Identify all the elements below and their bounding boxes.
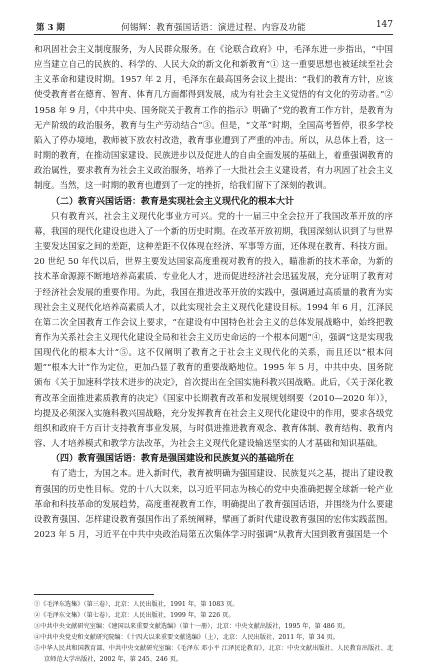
issue-number: 第 3 期 [36,23,65,33]
article-body [34,43,393,543]
footnote-divider [34,594,154,595]
footnote: ②《毛泽东文集》（第七卷），北京：人民出版社，1999 年，第 226 页。 [34,612,235,620]
section-heading: （四）教育强国话语：教育是强国建设和民族复兴的基础所在 [51,454,295,465]
running-header [0,0,427,36]
article-title: 何锡辉：教育强国话语：演进过程、内容及功能 [121,23,306,33]
footnote: ③中共中央文献研究室编：《建国以来重要文献选编》（第十一册），北京：中央文献出版社，1995 年，第 486 页。 [34,623,349,631]
paragraph: 只有教育兴，社会主义现代化事业方可兴。党的十一届三中全会拉开了我国改革开放的序幕，我国的现代化建设也进入了一个新的历史时期。在改革开放初期，我国深刻认识到了与世界主要发达国家之间的差距，这种差距不仅体现在经济、军事等方面，还体现在教育、科技方面。20 世纪 50 年代以后，世界主要发达国家高度重视对教育的投入，瞄准新的技术革命，为新的技术革命源源不断地培养高素质、专业化人才，进而促进经济社会迅猛发展，充分证明了教育对于经济社会发展的重要作用。为此，我国在推进改革开放的实践中，强调通过高质量的教育为实现社会主义现代化培养高素质人才，以此实现社会主义现代化建设目标。1994 年 6 月，江泽民在第二次全国教育工作会议上要求，“在建设有中国特色社会主义的总体发展战略中，始终把教育作为关系社会主义现代化建设全局和社会主义历史命运的一个根本问题”④，强调“这是实现我国现代化的根本大计”⑤。这不仅阐明了教育之于社会主义现代化的关系，而且还以“根本问题”“根本大计”作为定位，更加凸显了教育的重要战略地位。1995 年 5 月，中共中央、国务院颁布《关于加速科学技术进步的决定》，首次提出在全国实施科教兴国战略。此后，《关于深化教育改革全面推进素质教育的决定》《国家中长期教育改革和发展规划纲要（2010—2020 年）》，均提及必须深入实施科教兴国战略，充分发挥教育在社会主义现代化建设中的作用，要求各级党组织和政府千方百计支持教育事业发展，与时俱进推进教育观念、教育体制、教育结构、教育内容、人才培养模式和教学方法改革，为社会主义现代化建设输送坚实的人才基础和知识基础。 [34,211,393,450]
footnotes [34,599,393,666]
footnote: ⑤中华人民共和国教育部、中共中央文献研究室编：《毛泽东 邓小平 江泽民论教育》，北京：中央文献出版社、人民教育出版社、北京师范大学出版社，2002 年，第 245、246 页。 [34,645,393,664]
paragraph: 有了造士，为国之本。进入新时代，教育被明确为强国建设、民族复兴之基，提出了建设教育强国的历史性目标。党的十八大以来，以习近平同志为核心的党中央准确把握全球新一轮产业革命和科技革命的发展趋势，高度重视教育工作，明确提出了教育强国话语，并围绕为什么要建设教育强国、怎样建设教育强国作出了系统阐释，擘画了新时代建设教育强国的宏伟实践蓝图。2023 年 5 月，习近平在中共中央政治局第五次集体学习时强调“从教育大国到教育强国是一个 [34,469,393,540]
page-number: 147 [375,20,393,30]
footnote: ①《毛泽东选集》（第三卷），北京：人民出版社，1991 年，第 1083 页。 [34,601,239,608]
section-heading: （二）教育兴国话语：教育是实现社会主义现代化的根本大计 [51,196,295,207]
header-rule [34,34,393,35]
paragraph: 和巩固社会主义制度服务，为人民群众服务。在《论联合政府》中，毛泽东进一步指出，“中国应当建立自己的民族的、科学的、人民大众的新文化和新教育”① 这一重要思想也被延续至社会主义革命和建设时期。1957 年 2 月，毛泽东在最高国务会议上提出：“我们的教育方针，应该使受教育者在德育、智育、体育几方面都得到发展，成为有社会主义觉悟的有文化的劳动者。”② 1958 年 9 月，《中共中央、国务院关于教育工作的指示》明确了“党的教育工作方针，是教育为无产阶级的政治服务，教育与生产劳动结合”③。但是，“文革”时期，全国高考暂停，很多学校陷入了停办境地，教师被下放农村改造，教育事业遭到了严重的冲击。所以，从总体上看，这一时期的教育，在推动国家建设、民族进步以及促进人的自由全面发展的基础上，着重强调教育的政治属性，要求教育为社会主义政治服务，培养了一大批社会主义建设者，有力巩固了社会主义制度。当然，这一时期的教育也遭到了一定的挫折，给我们留下了深刻的教训。 [34,45,393,192]
footnote: ④中共中央党史和文献研究院编：《十四大以来重要文献选编》（上），北京：人民出版社，2011 年，第 34 页。 [34,634,339,642]
